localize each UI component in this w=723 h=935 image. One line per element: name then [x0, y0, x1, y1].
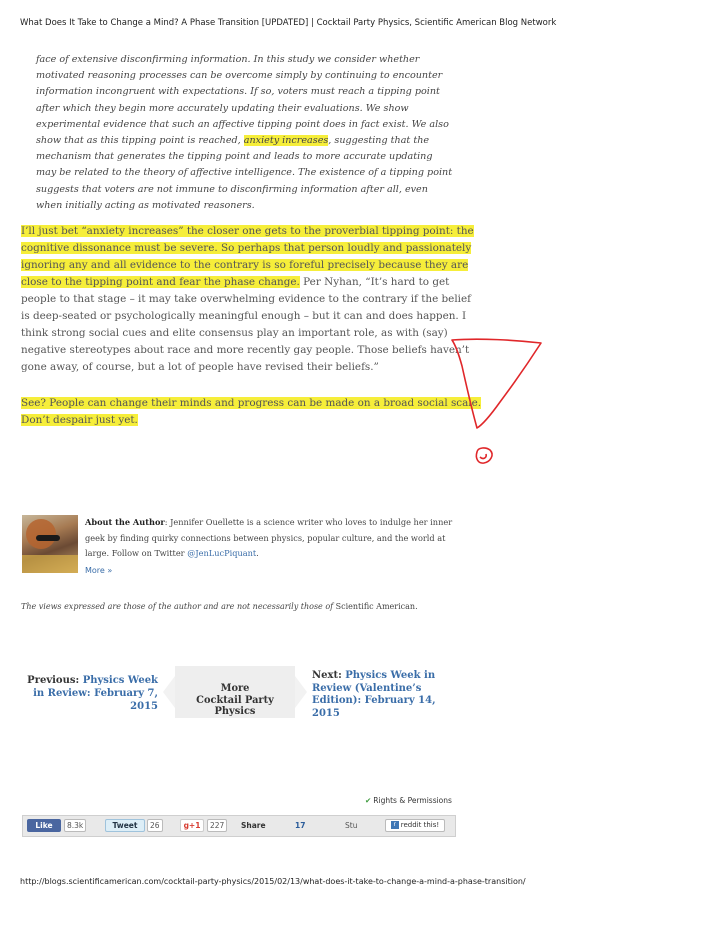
author-period: . — [256, 548, 259, 558]
social-share-bar — [22, 815, 456, 837]
highlighted-text: Don’t despair just yet. — [21, 414, 138, 426]
abstract-line: motivated reasoning processes can be overcome simply by continuing to encounter — [36, 70, 443, 82]
abstract-line: experimental evidence that such an affective tipping point does in fact exist. We also — [36, 118, 449, 130]
disclaimer-text: The views expressed are those of the author and are not necessarily those of — [21, 602, 336, 611]
google-plus-button[interactable] — [180, 819, 204, 832]
next-post — [312, 670, 452, 720]
reddit-button[interactable] — [385, 819, 445, 832]
paragraph-text: Per Nyhan, “It’s hard to get — [299, 276, 450, 288]
tweet-button[interactable] — [105, 819, 145, 832]
page-url-footer: http://blogs.scientificamerican.com/cocktail-party-physics/2015/02/13/what-does-it-take-to-change-a-mind-a-phase-transition/ — [20, 877, 526, 886]
highlighted-text: cognitive dissonance must be severe. So perhaps that person loudly and passionately — [21, 242, 472, 254]
blog-name: Cocktail Party Physics — [196, 694, 274, 717]
avatar-sunglasses — [36, 535, 60, 541]
paragraph-line: is deep-seated or psychologically meaningful enough – but it can and does happen. I — [21, 310, 467, 322]
article-paragraph — [21, 223, 474, 376]
author-bio-box — [22, 515, 452, 579]
abstract-line: mechanism that generates the tipping point and leads to more accurate updating — [36, 151, 433, 163]
paragraph-line: negative stereotypes about race and more recently gay people. Those beliefs haven’t — [21, 344, 470, 356]
avatar-hair — [26, 519, 56, 549]
author-label: About the Author — [85, 517, 165, 527]
author-bio-text — [85, 515, 455, 578]
tweet-count: 26 — [147, 819, 163, 832]
share-button[interactable] — [241, 819, 266, 832]
right-arrow-shape — [295, 676, 307, 708]
abstract-text: , suggesting that the — [328, 135, 430, 147]
reddit-label: reddit this! — [400, 821, 440, 829]
highlighted-phrase: anxiety increases — [243, 135, 329, 147]
google-plus-count: 227 — [207, 819, 227, 832]
author-bio: : Jennifer Ouellette is a science writer who loves to indulge her inner geek by finding quirky connections between physics, popular culture, and the world at large. Follow on Twitter — [85, 517, 453, 558]
highlighted-text: I’ll just bet “anxiety increases” the closer one gets to the proverbial tipping point: the — [21, 225, 474, 237]
page-header-title: What Does It Take to Change a Mind? A Phase Transition [UPDATED] | Cocktail Party Physics, Scientific American Blog Network — [20, 18, 557, 28]
more-blog-button[interactable] — [175, 666, 295, 718]
paragraph-line: think strong social cues and elite consensus play an important role, as with (say) — [21, 327, 448, 339]
share-label: Share — [241, 821, 266, 830]
annotation-circle-stroke — [476, 448, 492, 463]
highlighted-text: ignoring any and all evidence to the contrary is so foreful precisely because they are — [21, 259, 469, 271]
highlighted-text: close to the tipping point and fear the phase change. — [21, 276, 300, 288]
paragraph-line: people to that stage – it may take overwhelming evidence to the contrary if the belief — [21, 293, 471, 305]
google-plus-label: g+1 — [183, 821, 201, 830]
abstract-line: suggests that voters are not immune to disconfirming information after all, even — [36, 183, 428, 195]
avatar-shirt — [22, 555, 78, 573]
left-arrow-shape — [163, 676, 175, 708]
abstract-line: face of extensive disconfirming information. In this study we consider whether — [36, 54, 420, 65]
abstract-line: when initially acting as motivated reasoners. — [36, 199, 255, 211]
abstract-text: show that as this tipping point is reached, — [36, 135, 244, 147]
tweet-label: Tweet — [112, 821, 138, 830]
abstract-line: after which they begin more accurately updating their evaluations. We show — [36, 102, 409, 114]
author-avatar[interactable] — [22, 515, 78, 573]
next-post-link[interactable]: Physics Week in Review (Valentine’s Edition): February 14, 2015 — [312, 670, 436, 719]
abstract-line: may be related to the theory of affective intelligence. The existence of a tipping point — [36, 167, 453, 179]
facebook-like-count: 8.3k — [64, 819, 86, 832]
abstract-line — [36, 133, 456, 149]
previous-post-link[interactable]: Physics Week in Review: February 7, 2015 — [33, 675, 158, 712]
stumble-label: Stu — [345, 821, 358, 830]
stumbleupon-button[interactable] — [345, 819, 357, 832]
disclaimer — [21, 602, 418, 611]
author-more-link[interactable]: More » — [85, 565, 113, 575]
facebook-like-button[interactable] — [27, 819, 61, 832]
previous-post — [20, 674, 158, 713]
next-label: Next: — [312, 670, 346, 681]
post-navigation — [20, 666, 460, 728]
author-twitter-link[interactable]: @JenLucPiquant — [187, 548, 257, 558]
share-count: 17 — [295, 821, 306, 830]
facebook-like-label: Like — [35, 821, 53, 830]
previous-label: Previous: — [27, 675, 83, 686]
abstract-line: information incongruent with expectations. If so, voters must reach a tipping point — [36, 86, 440, 98]
checkmark-icon: ✔ — [365, 796, 372, 805]
article-paragraph — [21, 395, 482, 429]
highlighted-text: See? People can change their minds and progress can be made on a broad social scale. — [21, 397, 482, 409]
disclaimer-brand: Scientific American. — [335, 602, 418, 611]
rights-permissions-link[interactable] — [365, 796, 452, 805]
reddit-icon: r — [391, 821, 399, 829]
rights-label: Rights & Permissions — [373, 796, 452, 805]
abstract-blockquote — [36, 52, 456, 214]
more-label: More — [220, 683, 250, 694]
paragraph-line: gone away, of course, but a lot of people have revised their beliefs.” — [21, 361, 379, 373]
